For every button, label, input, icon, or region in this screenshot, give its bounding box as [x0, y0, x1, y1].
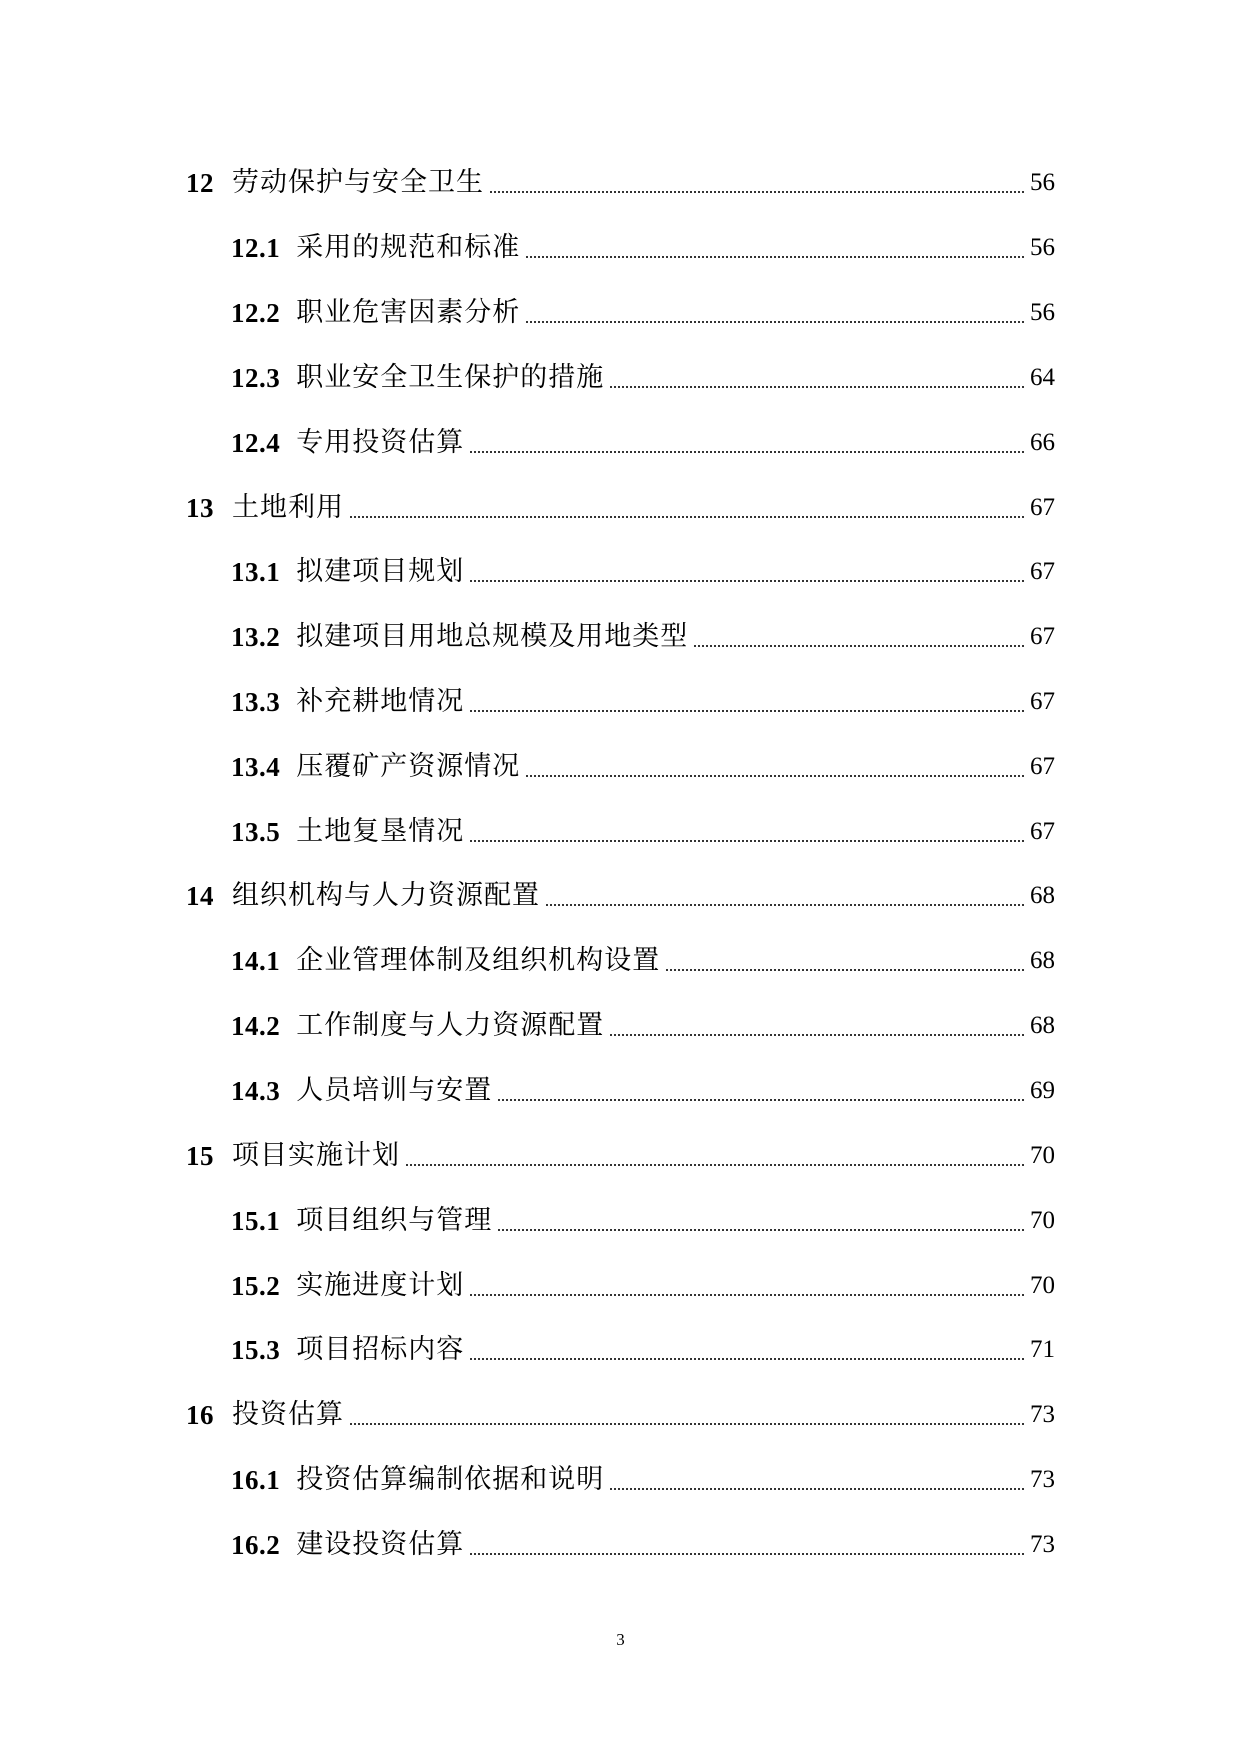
dot-leader: [470, 1553, 1024, 1555]
toc-entry-number: 16.2: [231, 1530, 281, 1560]
dot-leader: [470, 451, 1024, 453]
toc-entry-number: 14.2: [231, 1011, 281, 1041]
toc-entry-section[interactable]: [0, 615, 1241, 659]
toc-entry-section[interactable]: [0, 226, 1241, 270]
toc-entry-section[interactable]: [0, 1328, 1241, 1372]
toc-entry-section[interactable]: [0, 356, 1241, 400]
toc-entry-number: 12: [186, 168, 214, 198]
toc-entry-title: 项目组织与管理: [296, 1205, 493, 1236]
toc-entry-number: 12.1: [231, 233, 281, 263]
toc-entry-title: 建设投资估算: [296, 1529, 465, 1560]
toc-entry-number: 12.4: [231, 428, 281, 458]
toc-entry-title: 投资估算编制依据和说明: [296, 1464, 605, 1495]
toc-entry-section[interactable]: [0, 680, 1241, 724]
toc-entry-title: 人员培训与安置: [296, 1075, 493, 1106]
toc-entry-title: 职业危害因素分析: [296, 297, 521, 328]
toc-entry-page: 69: [1030, 1077, 1055, 1104]
toc-entry-title: 拟建项目用地总规模及用地类型: [296, 621, 689, 652]
dot-leader: [350, 516, 1024, 518]
toc-entry-chapter[interactable]: [0, 1134, 1241, 1178]
toc-entry-title: 实施进度计划: [296, 1270, 465, 1301]
toc-entry-title: 补充耕地情况: [296, 686, 465, 717]
toc-entry-title: 劳动保护与安全卫生: [232, 167, 484, 198]
toc-entry-title: 职业安全卫生保护的措施: [296, 362, 605, 393]
toc-entry-chapter[interactable]: [0, 161, 1241, 205]
toc-entry-chapter[interactable]: [0, 874, 1241, 918]
toc-entry-number: 13.2: [231, 622, 281, 652]
toc-entry-section[interactable]: [0, 1458, 1241, 1502]
toc-entry-number: 16.1: [231, 1465, 281, 1495]
toc-entry-number: 13.3: [231, 687, 281, 717]
toc-entry-page: 70: [1030, 1272, 1055, 1299]
toc-entry-page: 67: [1030, 753, 1055, 780]
toc-entry-title: 土地利用: [232, 492, 344, 523]
toc-entry-page: 68: [1030, 947, 1055, 974]
toc-entry-page: 70: [1030, 1142, 1055, 1169]
toc-entry-page: 73: [1030, 1401, 1055, 1428]
toc-entry-number: 15.2: [231, 1271, 281, 1301]
toc-entry-page: 67: [1030, 688, 1055, 715]
dot-leader: [526, 256, 1024, 258]
toc-entry-section[interactable]: [0, 939, 1241, 983]
dot-leader: [470, 580, 1024, 582]
toc-entry-number: 14: [186, 881, 214, 911]
toc-entry-section[interactable]: [0, 291, 1241, 335]
dot-leader: [470, 840, 1024, 842]
toc-entry-page: 73: [1030, 1531, 1055, 1558]
dot-leader: [350, 1423, 1024, 1425]
dot-leader: [470, 1294, 1024, 1296]
toc-entry-number: 15: [186, 1141, 214, 1171]
toc-entry-number: 14.3: [231, 1076, 281, 1106]
toc-entry-page: 67: [1030, 494, 1055, 521]
toc-entry-page: 71: [1030, 1336, 1055, 1363]
toc-entry-title: 土地复垦情况: [296, 816, 465, 847]
toc-entry-number: 15.1: [231, 1206, 281, 1236]
toc-entry-page: 64: [1030, 364, 1055, 391]
toc-entry-number: 13.1: [231, 557, 281, 587]
dot-leader: [470, 710, 1024, 712]
toc-entry-page: 68: [1030, 1012, 1055, 1039]
toc-entry-number: 12.3: [231, 363, 281, 393]
toc-entry-page: 66: [1030, 429, 1055, 456]
toc-entry-title: 压覆矿产资源情况: [296, 751, 521, 782]
toc-entry-number: 13.5: [231, 817, 281, 847]
toc-entry-page: 67: [1030, 623, 1055, 650]
toc-entry-page: 56: [1030, 169, 1055, 196]
dot-leader: [406, 1164, 1024, 1166]
dot-leader: [498, 1099, 1024, 1101]
toc-entry-title: 采用的规范和标准: [296, 232, 521, 263]
toc-entry-title: 工作制度与人力资源配置: [296, 1010, 605, 1041]
toc-entry-page: 68: [1030, 882, 1055, 909]
dot-leader: [526, 321, 1024, 323]
toc-entry-page: 56: [1030, 234, 1055, 261]
toc-entry-section[interactable]: [0, 810, 1241, 854]
toc-entry-title: 组织机构与人力资源配置: [232, 880, 540, 911]
toc-entry-section[interactable]: [0, 421, 1241, 465]
toc-entry-page: 67: [1030, 558, 1055, 585]
toc-entry-title: 项目实施计划: [232, 1140, 400, 1171]
dot-leader: [546, 904, 1024, 906]
toc-entry-title: 专用投资估算: [296, 427, 465, 458]
toc-entry-number: 13.4: [231, 752, 281, 782]
toc-entry-number: 13: [186, 493, 214, 523]
dot-leader: [470, 1358, 1024, 1360]
toc-entry-title: 企业管理体制及组织机构设置: [296, 945, 661, 976]
toc-entry-chapter[interactable]: [0, 486, 1241, 530]
toc-entry-page: 70: [1030, 1207, 1055, 1234]
toc-entry-page: 56: [1030, 299, 1055, 326]
dot-leader: [498, 1229, 1024, 1231]
toc-entry-title: 拟建项目规划: [296, 556, 465, 587]
toc-entry-section[interactable]: [0, 1199, 1241, 1243]
toc-entry-section[interactable]: [0, 1069, 1241, 1113]
toc-entry-page: 73: [1030, 1466, 1055, 1493]
toc-entry-number: 15.3: [231, 1335, 281, 1365]
toc-entry-number: 14.1: [231, 946, 281, 976]
dot-leader: [526, 775, 1024, 777]
dot-leader: [610, 386, 1024, 388]
toc-entry-number: 16: [186, 1400, 214, 1430]
toc-entry-section[interactable]: [0, 1264, 1241, 1308]
toc-entry-section[interactable]: [0, 1523, 1241, 1567]
dot-leader: [610, 1034, 1024, 1036]
toc-entry-chapter[interactable]: [0, 1393, 1241, 1437]
toc-entry-page: 67: [1030, 818, 1055, 845]
toc-entry-section[interactable]: [0, 1004, 1241, 1048]
toc-entry-number: 12.2: [231, 298, 281, 328]
dot-leader: [610, 1488, 1024, 1490]
toc-entry-section[interactable]: [0, 550, 1241, 594]
dot-leader: [490, 191, 1024, 193]
dot-leader: [694, 645, 1024, 647]
toc-entry-section[interactable]: [0, 745, 1241, 789]
dot-leader: [666, 969, 1024, 971]
toc-entry-title: 项目招标内容: [296, 1334, 465, 1365]
toc-entry-title: 投资估算: [232, 1399, 344, 1430]
page-number: 3: [616, 1630, 625, 1649]
